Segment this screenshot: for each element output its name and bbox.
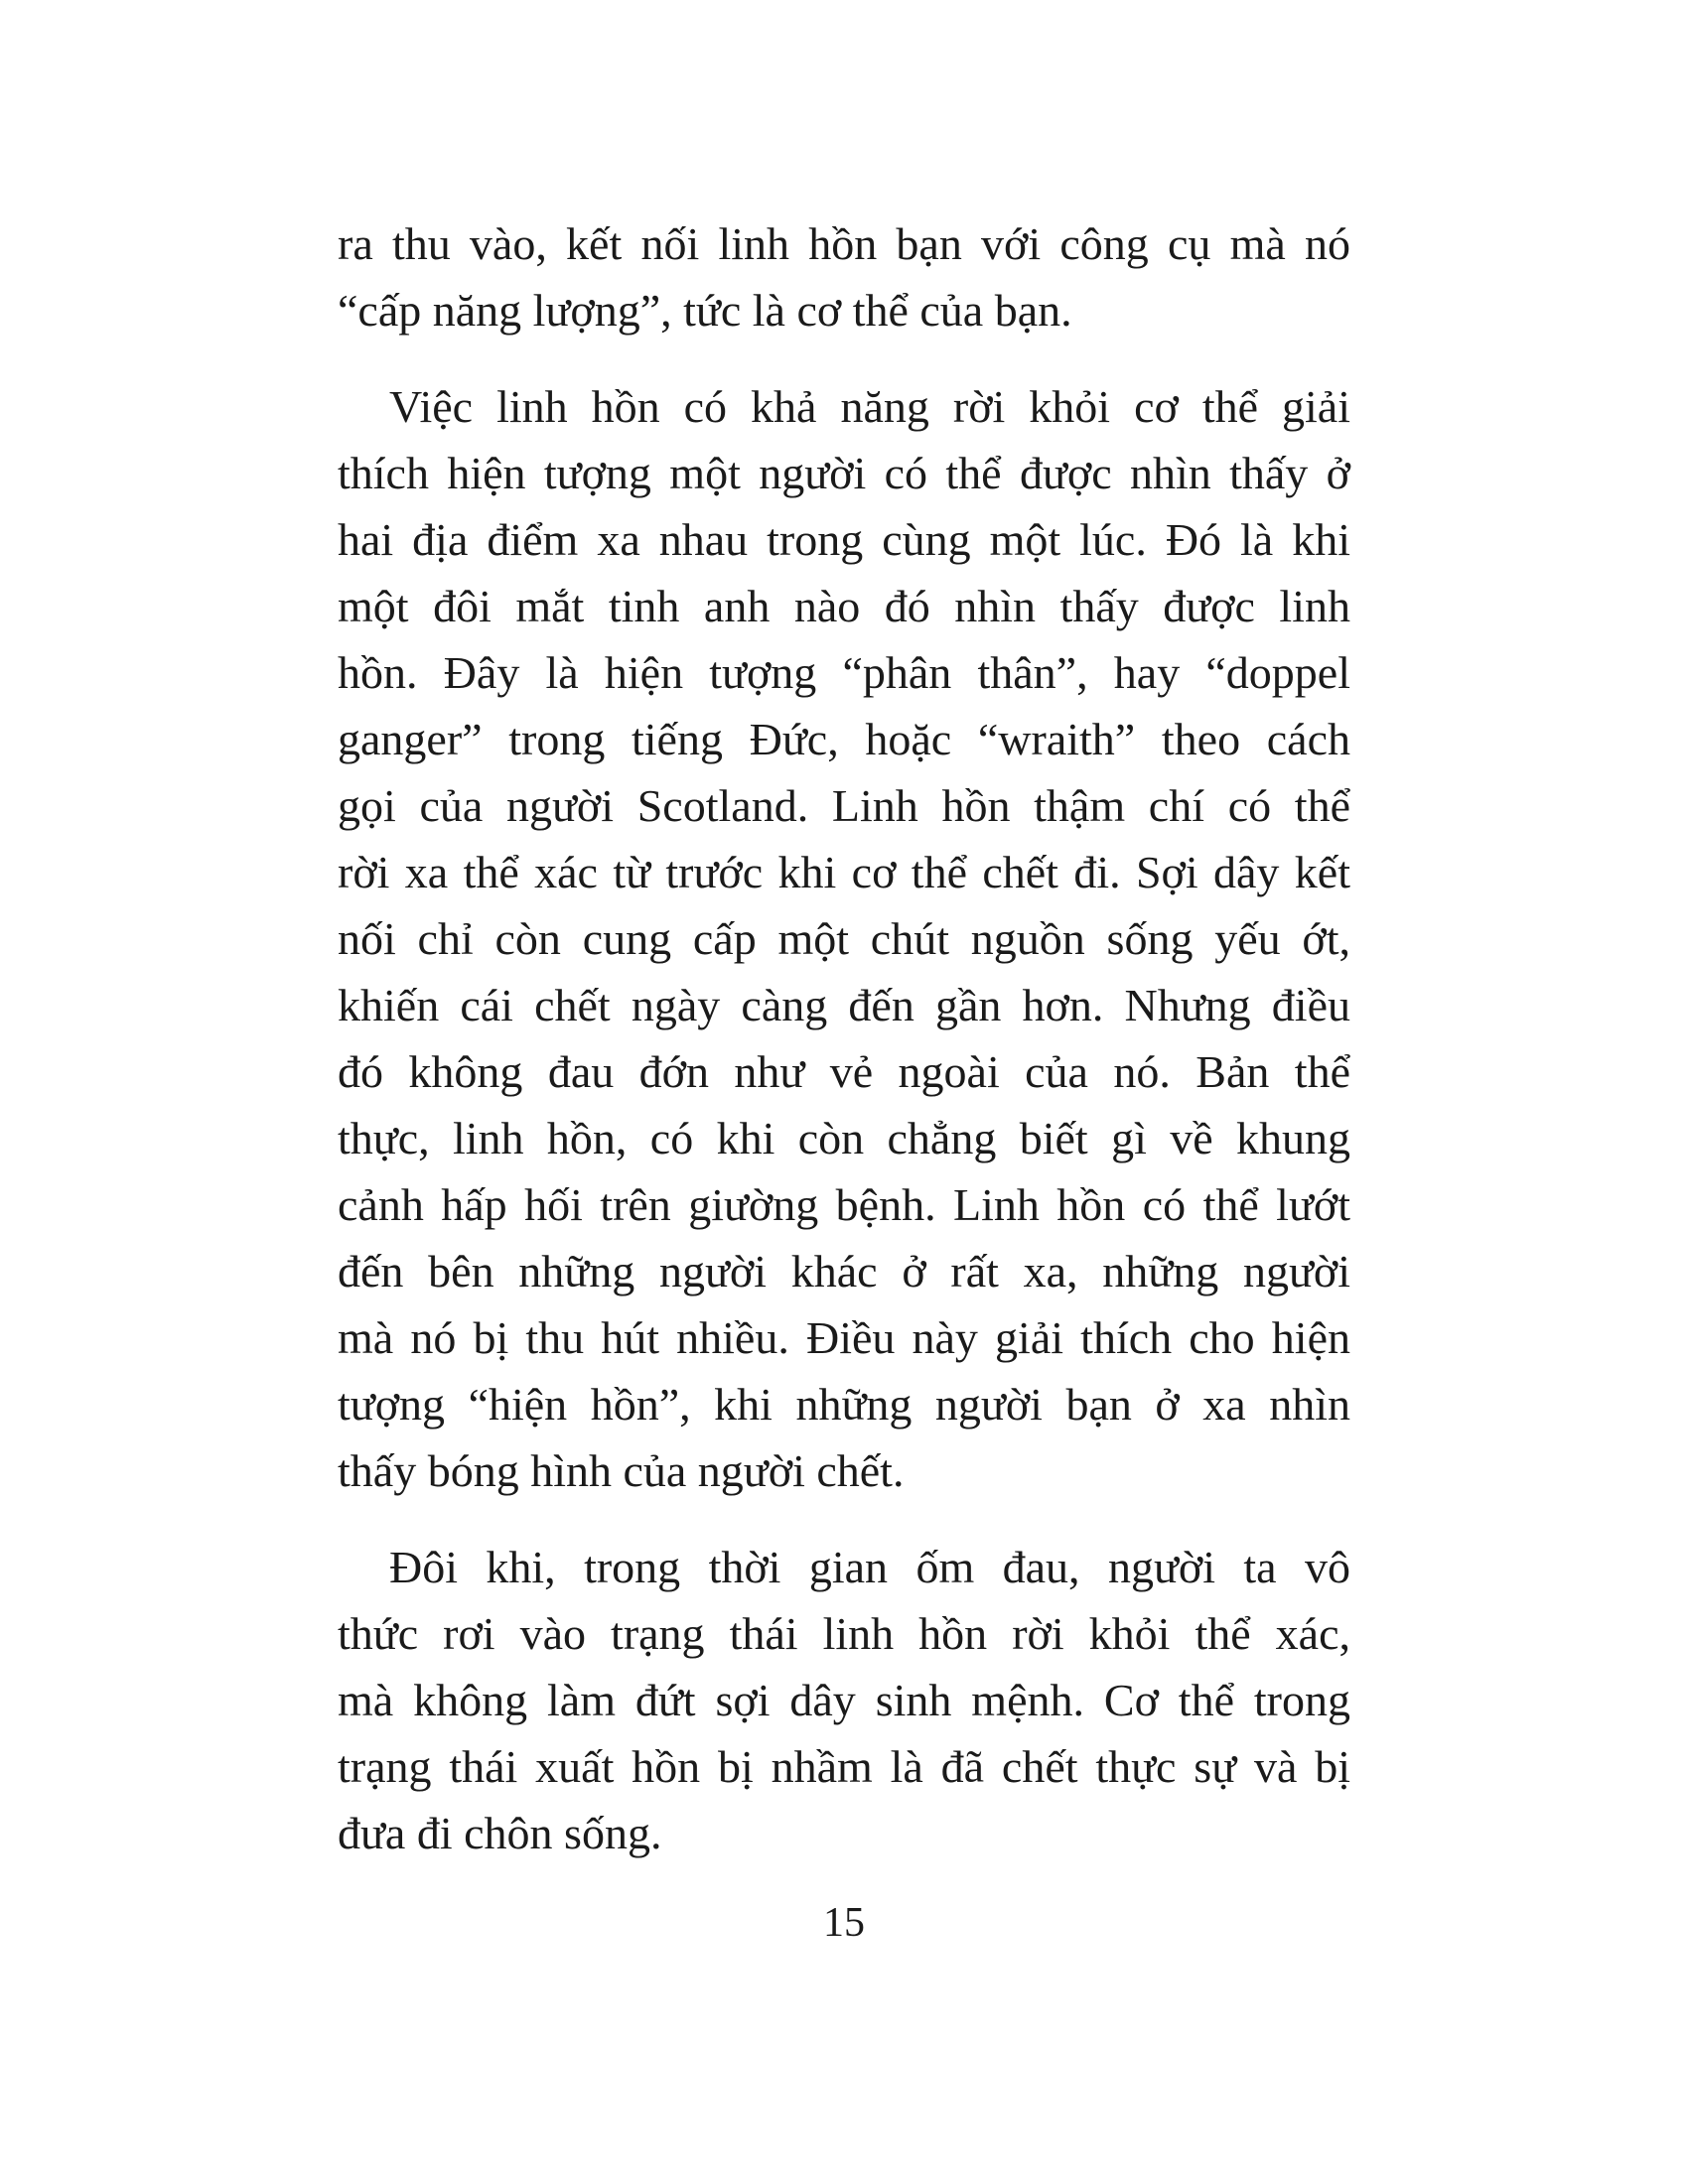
text-line: mà nó bị thu hút nhiều. Điều này giải thích cho hiện	[338, 1312, 1350, 1363]
text-line: thực, linh hồn, có khi còn chẳng biết gì về khung	[338, 1113, 1350, 1163]
text-line: rời xa thể xác từ trước khi cơ thể chết đi. Sợi dây kết	[338, 847, 1350, 897]
text-line: đến bên những người khác ở rất xa, những người	[338, 1246, 1350, 1297]
text-line: đó không đau đớn như vẻ ngoài của nó. Bản thể	[338, 1046, 1350, 1097]
text-line: ra thu vào, kết nối linh hồn bạn với công cụ mà nó	[338, 218, 1350, 269]
text-line: gọi của người Scotland. Linh hồn thậm chí có thể	[338, 780, 1350, 831]
text-line: thấy bóng hình của người chết.	[338, 1445, 905, 1496]
text-line: cảnh hấp hối trên giường bệnh. Linh hồn có thể lướt	[338, 1179, 1350, 1230]
text-line: hai địa điểm xa nhau trong cùng một lúc. Đó là khi	[338, 514, 1350, 565]
text-line: mà không làm đứt sợi dây sinh mệnh. Cơ thể trong	[338, 1675, 1350, 1725]
text-line: ganger” trong tiếng Đức, hoặc “wraith” theo cách	[338, 714, 1350, 764]
text-line: Việc linh hồn có khả năng rời khỏi cơ thể giải	[389, 381, 1350, 432]
paragraph	[338, 373, 1350, 1504]
text-line: nối chỉ còn cung cấp một chút nguồn sống yếu ớt,	[338, 913, 1350, 964]
paragraph	[338, 210, 1350, 343]
paragraph	[338, 1534, 1350, 1866]
text-line: đưa đi chôn sống.	[338, 1808, 662, 1858]
text-line: khiến cái chết ngày càng đến gần hơn. Nhưng điều	[338, 980, 1350, 1030]
text-block	[338, 210, 1350, 1896]
text-line: thích hiện tượng một người có thể được nhìn thấy ở	[338, 448, 1350, 498]
text-line: Đôi khi, trong thời gian ốm đau, người ta vô	[389, 1542, 1350, 1592]
page-number: 15	[823, 1900, 865, 1946]
text-line: thức rơi vào trạng thái linh hồn rời khỏi thể xác,	[338, 1608, 1350, 1659]
text-line: “cấp năng lượng”, tức là cơ thể của bạn.	[338, 285, 1072, 336]
text-line: một đôi mắt tinh anh nào đó nhìn thấy được linh	[338, 581, 1350, 631]
text-line: trạng thái xuất hồn bị nhầm là đã chết thực sự và bị	[338, 1741, 1350, 1792]
text-line: tượng “hiện hồn”, khi những người bạn ở xa nhìn	[338, 1379, 1350, 1430]
text-line: hồn. Đây là hiện tượng “phân thân”, hay “doppel	[338, 647, 1350, 698]
